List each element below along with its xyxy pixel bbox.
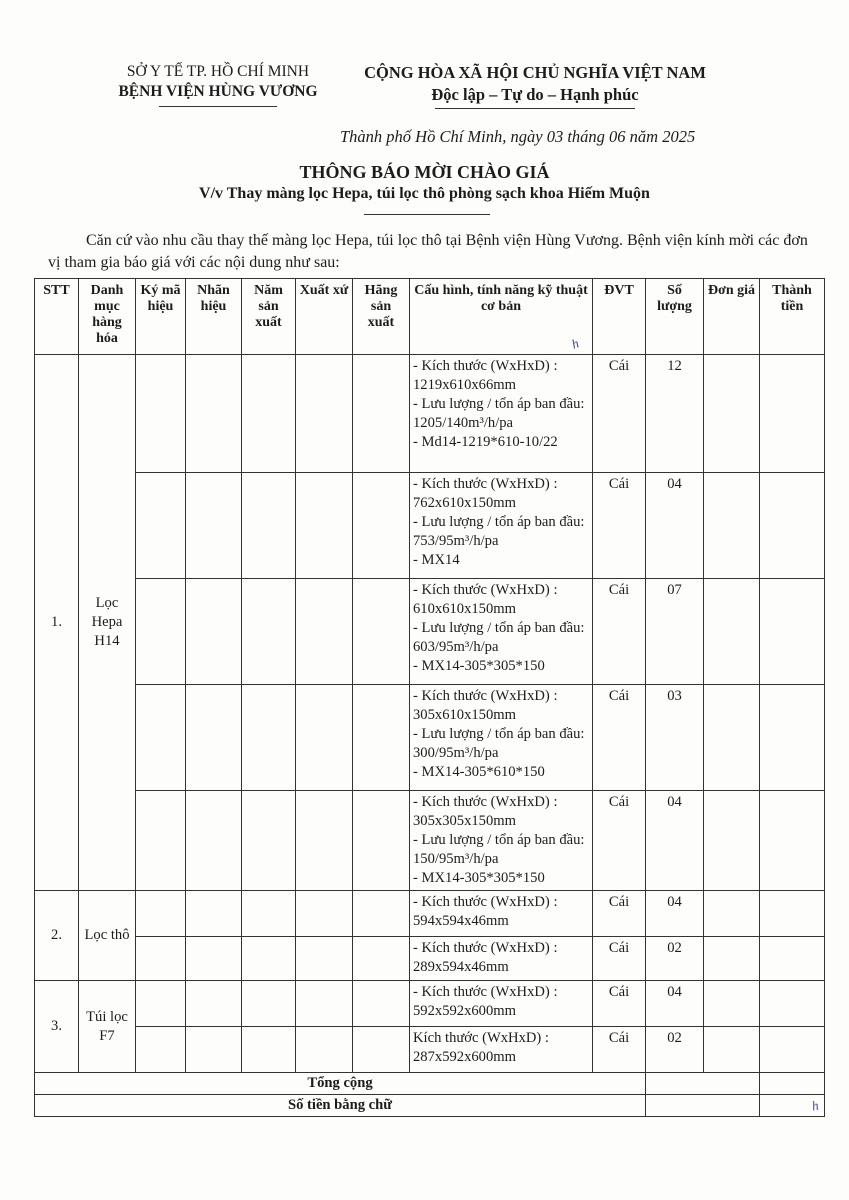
cell-brand	[186, 981, 242, 1027]
date-line: Thành phố Hồ Chí Minh, ngày 03 tháng 06 năm 2025	[340, 127, 696, 146]
cell-unit-price	[704, 473, 760, 579]
cell-brand	[186, 937, 242, 981]
cell-spec	[410, 579, 593, 685]
table-row	[35, 981, 825, 1027]
col-unit-price: Đơn giá	[704, 279, 760, 355]
spec-line: - Kích thước (WxHxD) : 594x594x46mm	[413, 894, 558, 929]
spec-line: - Lưu lượng / tổn áp ban đầu: 603/95m³/h/pa	[413, 620, 585, 655]
cell-spec	[410, 791, 593, 891]
cell-manufacturer	[353, 685, 410, 791]
cell-manufacturer	[353, 791, 410, 891]
cell-year	[242, 937, 296, 981]
nation-title: CỘNG HÒA XÃ HỘI CHỦ NGHĨA VIỆT NAM	[364, 63, 706, 82]
cell-year	[242, 791, 296, 891]
spec-line: - Kích thước (WxHxD) : 762x610x150mm	[413, 476, 558, 511]
cell-unit-price	[704, 579, 760, 685]
cell-manufacturer	[353, 355, 410, 473]
document-subtitle: V/v Thay màng lọc Hepa, túi lọc thô phòng sạch khoa Hiếm Muộn	[199, 185, 650, 202]
col-manufacturer: Hãng sản xuất	[353, 279, 410, 355]
col-amount: Thành tiền	[760, 279, 825, 355]
cell-year	[242, 981, 296, 1027]
cell-origin	[296, 937, 353, 981]
spec-line: - Kích thước (WxHxD) : 289x594x46mm	[413, 940, 558, 975]
org-department: SỞ Y TẾ TP. HỒ CHÍ MINH	[126, 63, 310, 80]
cell-unit-price	[704, 1027, 760, 1073]
cell-amount	[760, 891, 825, 937]
table-row	[35, 355, 825, 473]
table-row	[35, 937, 825, 981]
table-row	[35, 891, 825, 937]
cell-manufacturer	[353, 1027, 410, 1073]
cell-quantity: 07	[646, 579, 704, 685]
nation-header	[350, 62, 720, 109]
cell-amount	[760, 355, 825, 473]
cell-model-code	[136, 473, 186, 579]
spec-line: - Lưu lượng / tổn áp ban đầu: 753/95m³/h/pa	[413, 514, 585, 549]
cell-quantity: 04	[646, 473, 704, 579]
cell-origin	[296, 791, 353, 891]
cell-model-code	[136, 981, 186, 1027]
col-quantity: Số lượng	[646, 279, 704, 355]
cell-origin	[296, 355, 353, 473]
cell-manufacturer	[353, 981, 410, 1027]
motto-underline	[435, 108, 635, 109]
cell-year	[242, 891, 296, 937]
row-item-name: Lọc thô	[79, 891, 136, 981]
cell-amount	[760, 981, 825, 1027]
cell-amount	[760, 1027, 825, 1073]
cell-year	[242, 1027, 296, 1073]
quotation-table	[34, 278, 825, 1117]
cell-unit-price	[704, 685, 760, 791]
cell-quantity: 03	[646, 685, 704, 791]
cell-spec	[410, 937, 593, 981]
cell-unit: Cái	[593, 355, 646, 473]
table-row	[35, 473, 825, 579]
spec-line: - Lưu lượng / tổn áp ban đầu: 150/95m³/h/pa	[413, 832, 585, 867]
cell-model-code	[136, 891, 186, 937]
cell-model-code	[136, 579, 186, 685]
cell-amount	[760, 473, 825, 579]
words-blank	[646, 1095, 760, 1117]
org-underline	[159, 106, 277, 107]
cell-year	[242, 355, 296, 473]
col-year: Năm sản xuất	[242, 279, 296, 355]
cell-unit-price	[704, 891, 760, 937]
cell-brand	[186, 791, 242, 891]
cell-unit: Cái	[593, 891, 646, 937]
row-stt: 3.	[35, 981, 79, 1073]
col-item-name: Danh mục hàng hóa	[79, 279, 136, 355]
cell-spec	[410, 1027, 593, 1073]
cell-model-code	[136, 685, 186, 791]
amount-in-words-row	[35, 1095, 825, 1117]
cell-year	[242, 579, 296, 685]
cell-manufacturer	[353, 891, 410, 937]
cell-model-code	[136, 1027, 186, 1073]
cell-quantity: 12	[646, 355, 704, 473]
total-label: Tổng cộng	[35, 1073, 646, 1095]
cell-origin	[296, 891, 353, 937]
spec-line: - MX14-305*305*150	[413, 658, 545, 674]
cell-model-code	[136, 791, 186, 891]
spec-line: - Kích thước (WxHxD) : 610x610x150mm	[413, 582, 558, 617]
cell-brand	[186, 473, 242, 579]
cell-brand	[186, 579, 242, 685]
cell-unit-price	[704, 355, 760, 473]
spec-line: - Md14-1219*610-10/22	[413, 434, 558, 450]
cell-origin	[296, 579, 353, 685]
org-hospital: BỆNH VIỆN HÙNG VƯƠNG	[118, 83, 318, 100]
cell-model-code	[136, 937, 186, 981]
cell-origin	[296, 981, 353, 1027]
cell-origin	[296, 1027, 353, 1073]
cell-unit: Cái	[593, 579, 646, 685]
cell-unit-price	[704, 937, 760, 981]
title-underline	[364, 214, 490, 215]
cell-year	[242, 473, 296, 579]
cell-spec	[410, 685, 593, 791]
cell-unit: Cái	[593, 473, 646, 579]
cell-quantity: 04	[646, 891, 704, 937]
cell-model-code	[136, 355, 186, 473]
cell-quantity: 02	[646, 1027, 704, 1073]
cell-unit: Cái	[593, 937, 646, 981]
row-item-name: Túi lọc F7	[79, 981, 136, 1073]
initials-mark: h	[569, 335, 581, 352]
table-row	[35, 685, 825, 791]
cell-brand	[186, 685, 242, 791]
spec-line: - Kích thước (WxHxD) : 1219x610x66mm	[413, 358, 558, 393]
intro-paragraph: Căn cứ vào nhu cầu thay thế màng lọc Hepa, túi lọc thô tại Bệnh viện Hùng Vương. Bệnh viện kính mời các đơn vị tham gia báo giá với các nội dung như sau:	[48, 232, 808, 271]
cell-unit: Cái	[593, 685, 646, 791]
spec-line: - Kích thước (WxHxD) : 592x592x600mm	[413, 984, 558, 1019]
cell-unit: Cái	[593, 791, 646, 891]
cell-quantity: 04	[646, 981, 704, 1027]
table-header-row	[35, 279, 825, 355]
cell-origin	[296, 685, 353, 791]
cell-spec	[410, 355, 593, 473]
spec-line: - Lưu lượng / tổn áp ban đầu: 300/95m³/h/pa	[413, 726, 585, 761]
cell-unit-price	[704, 981, 760, 1027]
col-unit: ĐVT	[593, 279, 646, 355]
cell-quantity: 02	[646, 937, 704, 981]
cell-spec	[410, 473, 593, 579]
cell-brand	[186, 355, 242, 473]
cell-year	[242, 685, 296, 791]
row-stt: 1.	[35, 355, 79, 891]
org-header	[98, 62, 338, 107]
table-row	[35, 579, 825, 685]
cell-unit: Cái	[593, 1027, 646, 1073]
cell-spec	[410, 981, 593, 1027]
row-stt: 2.	[35, 891, 79, 981]
col-spec: Cấu hình, tính năng kỹ thuật cơ bản	[410, 279, 593, 355]
cell-amount	[760, 685, 825, 791]
spec-line: - Kích thước (WxHxD) : 305x610x150mm	[413, 688, 558, 723]
col-brand: Nhãn hiệu	[186, 279, 242, 355]
cell-amount	[760, 937, 825, 981]
cell-origin	[296, 473, 353, 579]
cell-manufacturer	[353, 473, 410, 579]
table-row	[35, 791, 825, 891]
table-row	[35, 1027, 825, 1073]
nation-motto: Độc lập – Tự do – Hạnh phúc	[431, 85, 639, 104]
total-value	[760, 1073, 825, 1095]
total-row	[35, 1073, 825, 1095]
cell-amount	[760, 579, 825, 685]
cell-spec	[410, 891, 593, 937]
spec-line: - MX14	[413, 552, 460, 568]
col-origin: Xuất xứ	[296, 279, 353, 355]
cell-amount	[760, 791, 825, 891]
document-title: THÔNG BÁO MỜI CHÀO GIÁ	[299, 162, 550, 182]
cell-unit-price	[704, 791, 760, 891]
col-model-code: Ký mã hiệu	[136, 279, 186, 355]
spec-line: - MX14-305*610*150	[413, 764, 545, 780]
cell-quantity: 04	[646, 791, 704, 891]
cell-brand	[186, 891, 242, 937]
cell-manufacturer	[353, 579, 410, 685]
cell-manufacturer	[353, 937, 410, 981]
spec-line: - Kích thước (WxHxD) : 305x305x150mm	[413, 794, 558, 829]
spec-line: - Lưu lượng / tổn áp ban đầu: 1205/140m³/h/pa	[413, 396, 585, 431]
spec-line: - MX14-305*305*150	[413, 870, 545, 886]
row-item-name: Lọc Hepa H14	[79, 355, 136, 891]
cell-brand	[186, 1027, 242, 1073]
words-label: Số tiền bằng chữ	[35, 1095, 646, 1117]
spec-line: Kích thước (WxHxD) : 287x592x600mm	[413, 1030, 549, 1065]
total-blank	[646, 1073, 760, 1095]
cell-unit: Cái	[593, 981, 646, 1027]
col-stt: STT	[35, 279, 79, 355]
initials-mark-footer: h	[810, 1097, 820, 1114]
